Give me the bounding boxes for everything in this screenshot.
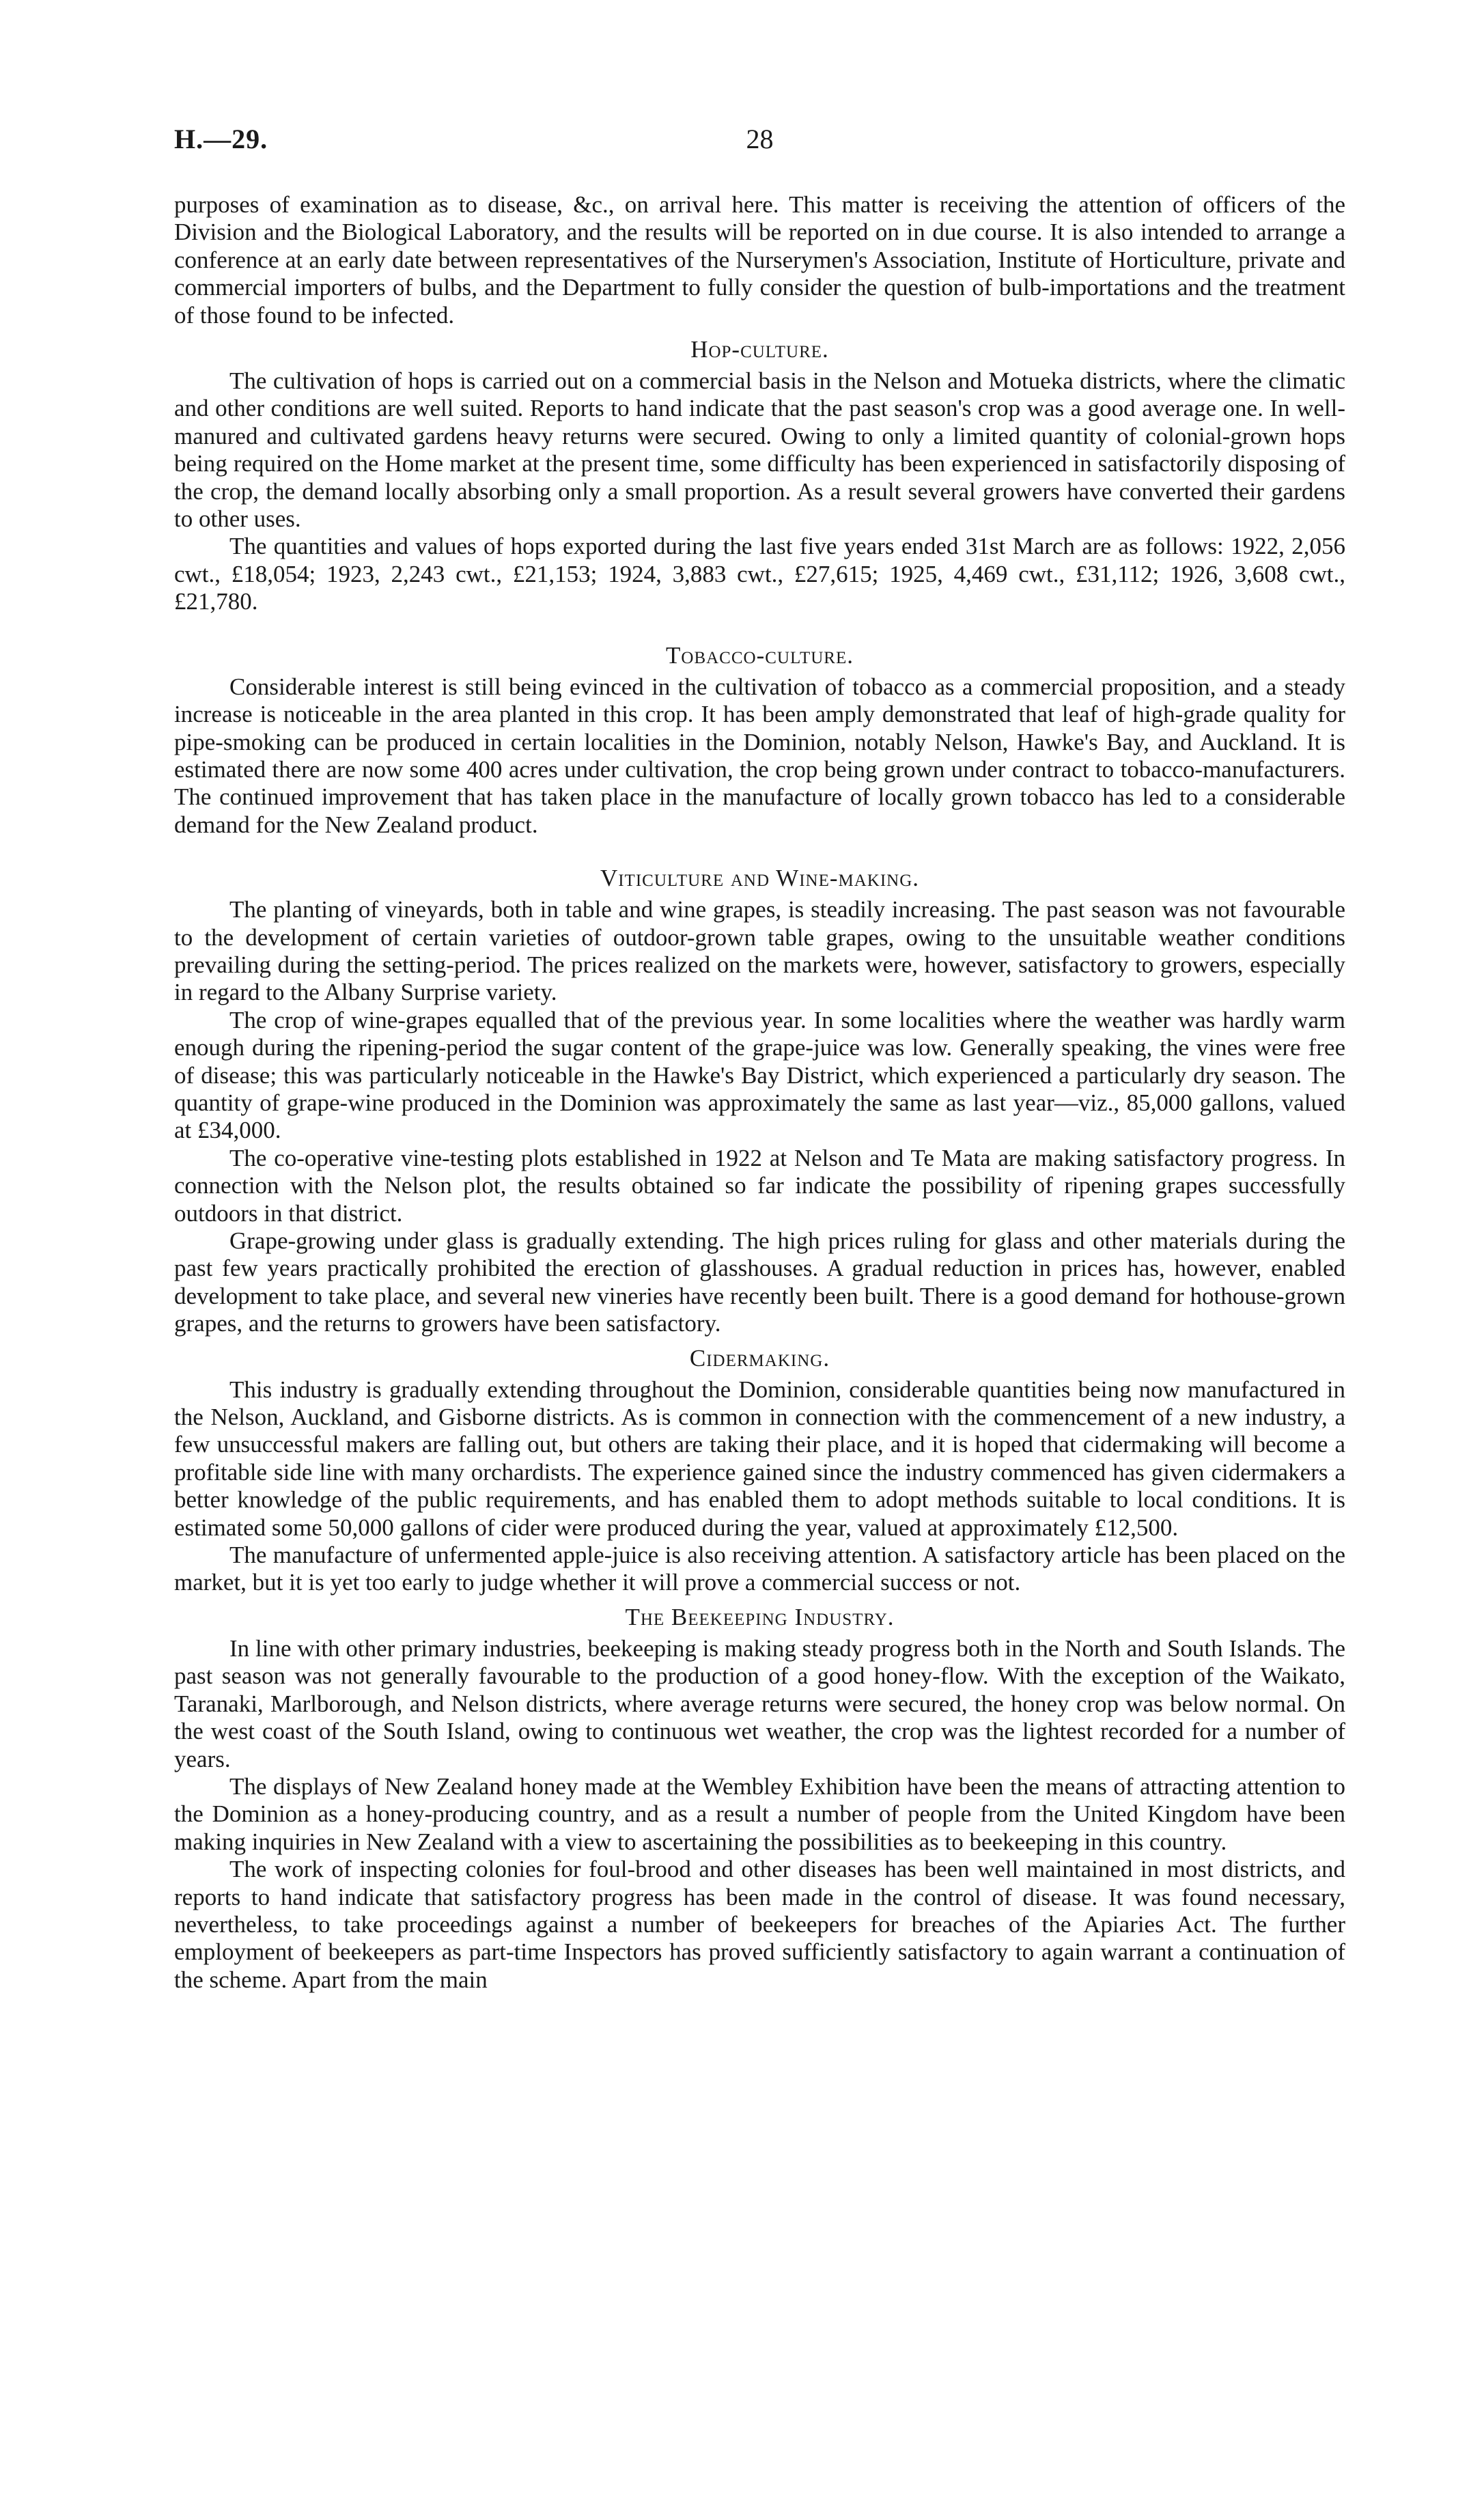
hop-paragraph-1: The cultivation of hops is carried out on a commercial basis in the Nelson and Motueka districts, where the climatic and other conditions are well suited. Reports to hand indicate that the past season's crop was a good average one. In well-manured and cultivated gardens heavy returns were secured. Owing to only a limited quantity of colonial-grown hops being required on the Home market at the present time, some difficulty has been experienced in satisfactorily disposing of the crop, the demand locally absorbing only a small proportion. As a result several growers have converted their gardens to other uses. bbox=[174, 367, 1345, 533]
heading-viticulture: Viticulture and Wine-making. bbox=[600, 865, 920, 892]
cider-paragraph-2: The manufacture of unfermented apple-juice is also receiving attention. A satisfactory article has been placed on the market, but it is yet too early to judge whether it will prove a commercial success or not. bbox=[174, 1542, 1345, 1596]
page-number: 28 bbox=[746, 124, 774, 154]
viticulture-paragraph-4: Grape-growing under glass is gradually extending. The high prices ruling for glass and other materials during the past few years practically prohibited the erection of glasshouses. A gradual reduction in prices has, however, enabled development to take place, and several new vineries have recently been built. There is a good demand for hothouse-grown grapes, and the returns to growers have been satisfactory. bbox=[174, 1227, 1345, 1337]
heading-hop-culture: Hop-culture. bbox=[690, 336, 829, 363]
page-body bbox=[174, 191, 1345, 1994]
viticulture-paragraph-1: The planting of vineyards, both in table and wine grapes, is steadily increasing. The past season was not favourable to the development of certain varieties of outdoor-grown table grapes, owing to the unsuitable weather conditions prevailing during the setting-period. The prices realized on the markets were, however, satisfactory to growers, especially in regard to the Albany Surprise variety. bbox=[174, 896, 1345, 1006]
tobacco-paragraph-1: Considerable interest is still being evinced in the cultivation of tobacco as a commercial proposition, and a steady increase is noticeable in the area planted in this crop. It has been amply demonstrated that leaf of high-grade quality for pipe-smoking can be produced in certain localities in the Dominion, notably Nelson, Hawke's Bay, and Auckland. It is estimated there are now some 400 acres under cultivation, the crop being grown under contract to tobacco-manufacturers. The continued improvement that has taken place in the manufacture of locally grown tobacco has led to a considerable demand for the New Zealand product. bbox=[174, 673, 1345, 838]
page-header bbox=[174, 123, 1345, 164]
beekeeping-paragraph-1: In line with other primary industries, beekeeping is making steady progress both in the North and South Islands. The past season was not generally favourable to the production of a good honey-flow. With the exception of the Waikato, Taranaki, Marlborough, and Nelson districts, where average returns were secured, the honey crop was below normal. On the west coast of the South Island, owing to continuous wet weather, the crop was the lightest recorded for a number of years. bbox=[174, 1634, 1345, 1772]
beekeeping-paragraph-3: The work of inspecting colonies for foul-brood and other diseases has been well maintained in most districts, and reports to hand indicate that satisfactory progress has been made in the control of disease. It was found necessary, nevertheless, to take proceedings against a number of beekeepers for breaches of the Apiaries Act. The further employment of beekeepers as part-time Inspectors has proved sufficiently satisfactory to again warrant a continuation of the scheme. Apart from the main bbox=[174, 1856, 1345, 1993]
cider-paragraph-1: This industry is gradually extending throughout the Dominion, considerable quantities being now manufactured in the Nelson, Auckland, and Gisborne districts. As is common in connection with the commencement of a new industry, a few unsuccessful makers are falling out, but others are taking their place, and it is hoped that cidermaking will become a profitable side line with many orchardists. The experience gained since the industry commenced has given cidermakers a better knowledge of the public requirements, and has enabled them to adopt methods suitable to local conditions. It is estimated some 50,000 gallons of cider were produced during the year, valued at approximately £12,500. bbox=[174, 1376, 1345, 1541]
viticulture-paragraph-2: The crop of wine-grapes equalled that of the previous year. In some localities where the weather was hardly warm enough during the ripening-period the sugar content of the grape-juice was low. Generally speaking, the vines were free of disease; this was particularly noticeable in the Hawke's Bay District, which experienced a particularly dry season. The quantity of grape-wine produced in the Dominion was approximately the same as last year—viz., 85,000 gallons, valued at £34,000. bbox=[174, 1006, 1345, 1144]
intro-paragraph: purposes of examination as to disease, &c., on arrival here. This matter is receiving the attention of officers of the Division and the Biological Laboratory, and the results will be reported on in due course. It is also intended to arrange a conference at an early date between representatives of the Nurserymen's Association, Institute of Horticulture, private and commercial importers of bulbs, and the Department to fully consider the question of bulb-importations and the treatment of those found to be infected. bbox=[174, 191, 1345, 329]
heading-beekeeping: The Beekeeping Industry. bbox=[625, 1603, 895, 1630]
heading-tobacco-culture: Tobacco-culture. bbox=[666, 641, 854, 669]
viticulture-paragraph-3: The co-operative vine-testing plots established in 1922 at Nelson and Te Mata are making satisfactory progress. In connection with the Nelson plot, the results obtained so far indicate the possibility of ripening grapes successfully outdoors in that district. bbox=[174, 1144, 1345, 1227]
hop-paragraph-2: The quantities and values of hops exported during the last five years ended 31st March are as follows: 1922, 2,056 cwt., £18,054; 1923, 2,243 cwt., £21,153; 1924, 3,883 cwt., £27,615; 1925, 4,469 cwt., £31,112; 1926, 3,608 cwt., £21,780. bbox=[174, 533, 1345, 615]
beekeeping-paragraph-2: The displays of New Zealand honey made at the Wembley Exhibition have been the means of attracting attention to the Dominion as a honey-producing country, and as a result a number of people from the United Kingdom have been making inquiries in New Zealand with a view to ascertaining the possibilities as to beekeeping in this country. bbox=[174, 1772, 1345, 1855]
document-reference: H.—29. bbox=[174, 124, 268, 154]
heading-cidermaking: Cidermaking. bbox=[689, 1344, 830, 1371]
